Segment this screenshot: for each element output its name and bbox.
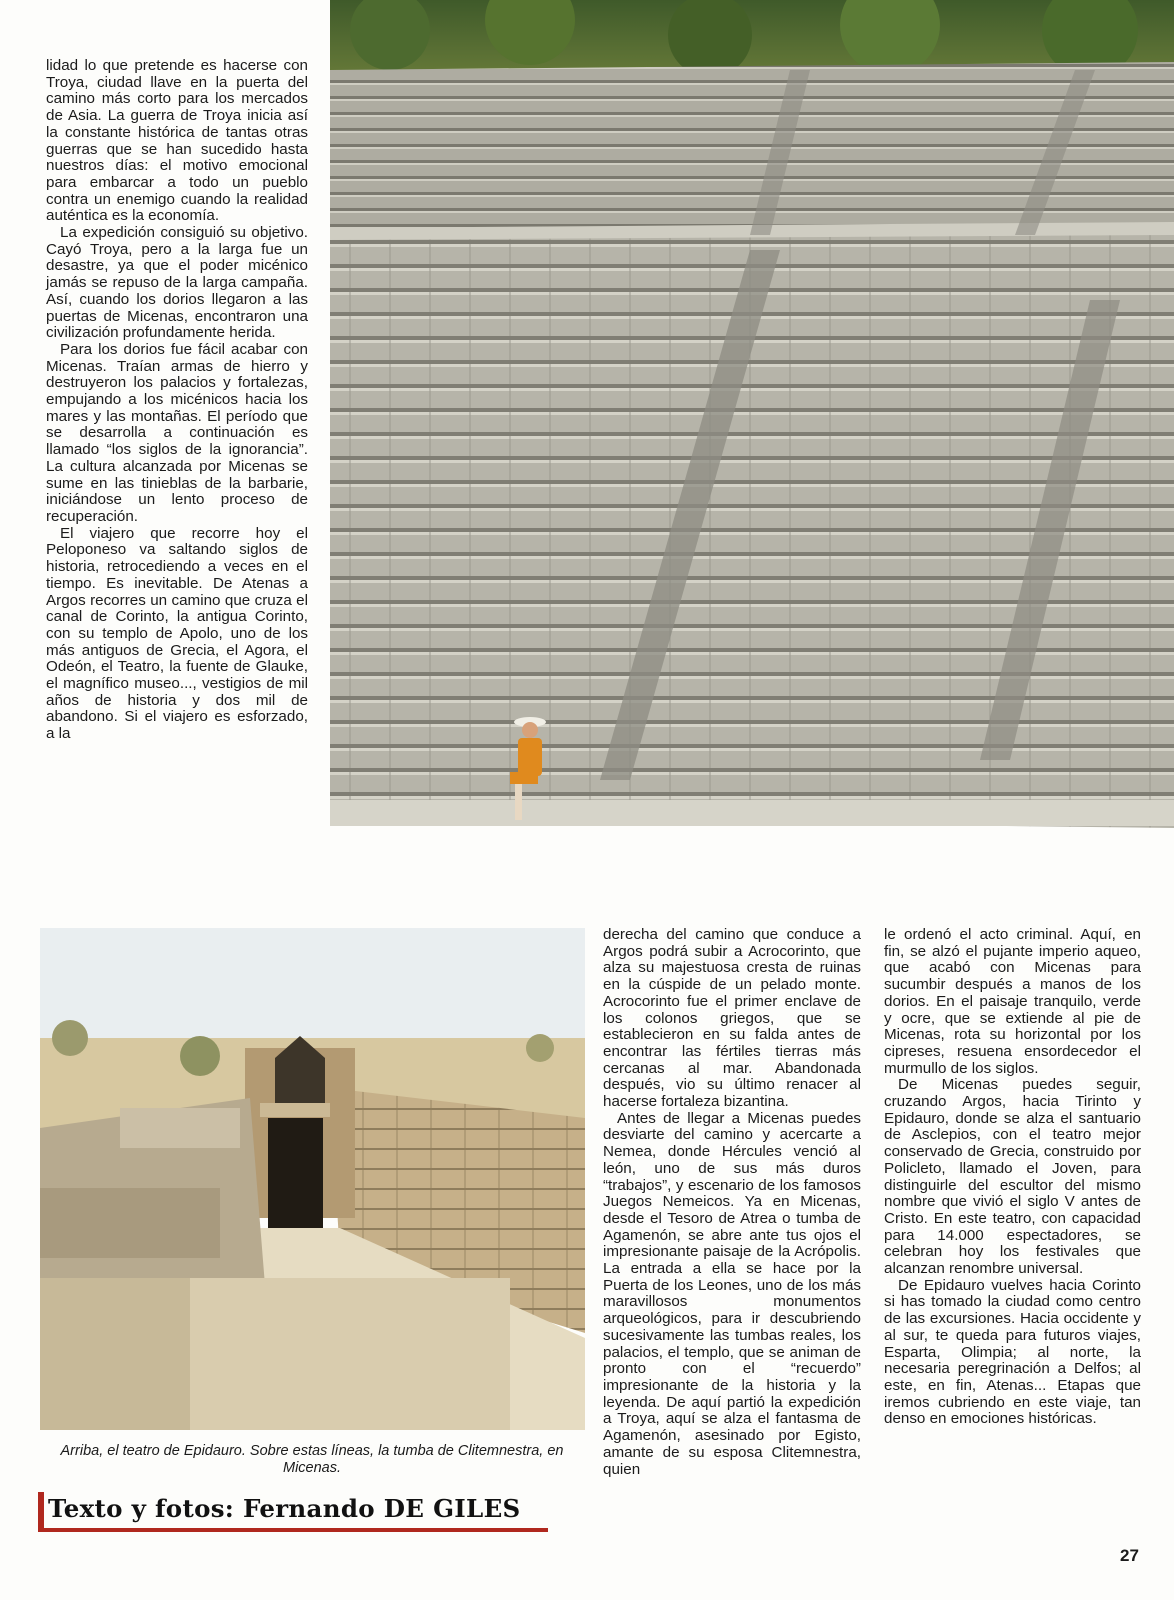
theater-photo: [330, 0, 1174, 872]
paragraph: El viajero que recorre hoy el Peloponeso va saltando siglos de historia, retrocediendo a veces en el tiempo. Es inevitable. De Atenas a Argos recorres un camino que cruza el canal de Corinto, la antigua Corinto, con su templo de Apolo, uno de los más antiguos de Grecia, el Agora, el Odeón, el Teatro, la fuente de Glauke, el magnífico museo..., vestigios de mil años de historia y dos mil de abandono. Si el viajero es esforzado, a la: [46, 524, 308, 743]
paragraph: De Micenas puedes seguir, cruzando Argos, hacia Tirinto y Epidauro, donde se alza el santuario de Asclepios, con el teatro mejor conservado de Grecia, construido por Policleto, llamado el Joven, para distinguirle del escultor del mismo nombre que vivió el siglo V antes de Cristo. En este teatro, con capacidad para 14.000 espectadores, se celebran hoy los festivales que alcanzan renombre universal.: [884, 1076, 1141, 1278]
paragraph: Para los dorios fue fácil acabar con Micenas. Traían armas de hierro y destruyeron los palacios y fortalezas, empujando a los micénicos hacia los mares y las montañas. El período que se desarrolla a continuación es llamado “los siglos de la ignorancia”. La cultura alcanzada por Micenas se sume en las tinieblas de la barbarie, iniciándose un lento proceso de recuperación.: [46, 340, 308, 525]
author-credit: Texto y fotos: Fernando DE GILES: [38, 1492, 548, 1532]
page-number: 27: [1120, 1546, 1139, 1565]
article-column-middle: [603, 927, 861, 1478]
paragraph: lidad lo que pretende es hacerse con Troya, ciudad llave en la puerta del camino más corto para los mercados de Asia. La guerra de Troya inicia así la constante histórica de tantas otras guerras que se han sucedido hasta nuestros días: el motivo emocional para embarcar a todo un pueblo contra un enemigo cuando la realidad auténtica es la economía.: [46, 57, 308, 225]
paragraph: De Epidauro vuelves hacia Corinto si has tomado la ciudad como centro de las excursiones. Hacia occidente y al sur, te queda para futuros viajes, Esparta, Olimpia; al norte, la necesaria peregrinación a Delfos; al este, en fin, Atenas... Etapas que iremos cubriendo en este viaje, tan denso en emociones históricas.: [884, 1276, 1141, 1428]
photo-caption: Arriba, el teatro de Epidauro. Sobre estas líneas, la tumba de Clitemnestra, en Micenas.: [60, 1443, 564, 1476]
article-column-right: [884, 927, 1141, 1428]
tomb-photo: [40, 928, 585, 1430]
paragraph: Antes de llegar a Micenas puedes desviarte del camino y acercarte a Nemea, donde Hércules venció al león, uno de sus más duros “trabajos”, y escenario de los famosos Juegos Nemeicos. Ya en Micenas, desde el Tesoro de Atrea o tumba de Agamenón, se abre ante tus ojos el impresionante paisaje de la Acrópolis. La entrada a ella se hace por la Puerta de los Leones, uno de los más maravillosos monumentos arqueológicos, para ir descubriendo sucesivamente las tumbas reales, los palacios, el templo, que se animan de pronto con el “recuerdo” impresionante de la historia y la leyenda. De aquí partió la expedición a Troya, aquí se alza el fantasma de Agamenón, asesinado por Egisto, amante de su esposa Clitemnestra, quien: [603, 1109, 861, 1478]
paragraph: le ordenó el acto criminal. Aquí, en fin, se alzó el pujante imperio aqueo, que acabó con Micenas para sucumbir después a manos de los dorios. En el paisaje tranquilo, verde y ocre, que se extiende al pie de Micenas, rota su horizontal por los cipreses, resuena ensordecedor el murmullo de los siglos.: [884, 926, 1141, 1077]
paragraph: derecha del camino que conduce a Argos podrá subir a Acrocorinto, que alza su majestuosa cresta de ruinas en la cúspide de un pelado monte. Acrocorinto fue el primer enclave de los colonos griegos, que se establecieron en su falda antes de encontrar las fértiles tierras más cercanas al mar. Abandonada después, vio su último renacer al hacerse fortaleza bizantina.: [603, 926, 861, 1111]
paragraph: La expedición consiguió su objetivo. Cayó Troya, pero a la larga fue un desastre, ya que el poder micénico jamás se repuso de la larga campaña. Así, cuando los dorios llegaron a las puertas de Micenas, encontraron una civilización profundamente herida.: [46, 224, 308, 342]
article-column-top: [46, 58, 308, 743]
